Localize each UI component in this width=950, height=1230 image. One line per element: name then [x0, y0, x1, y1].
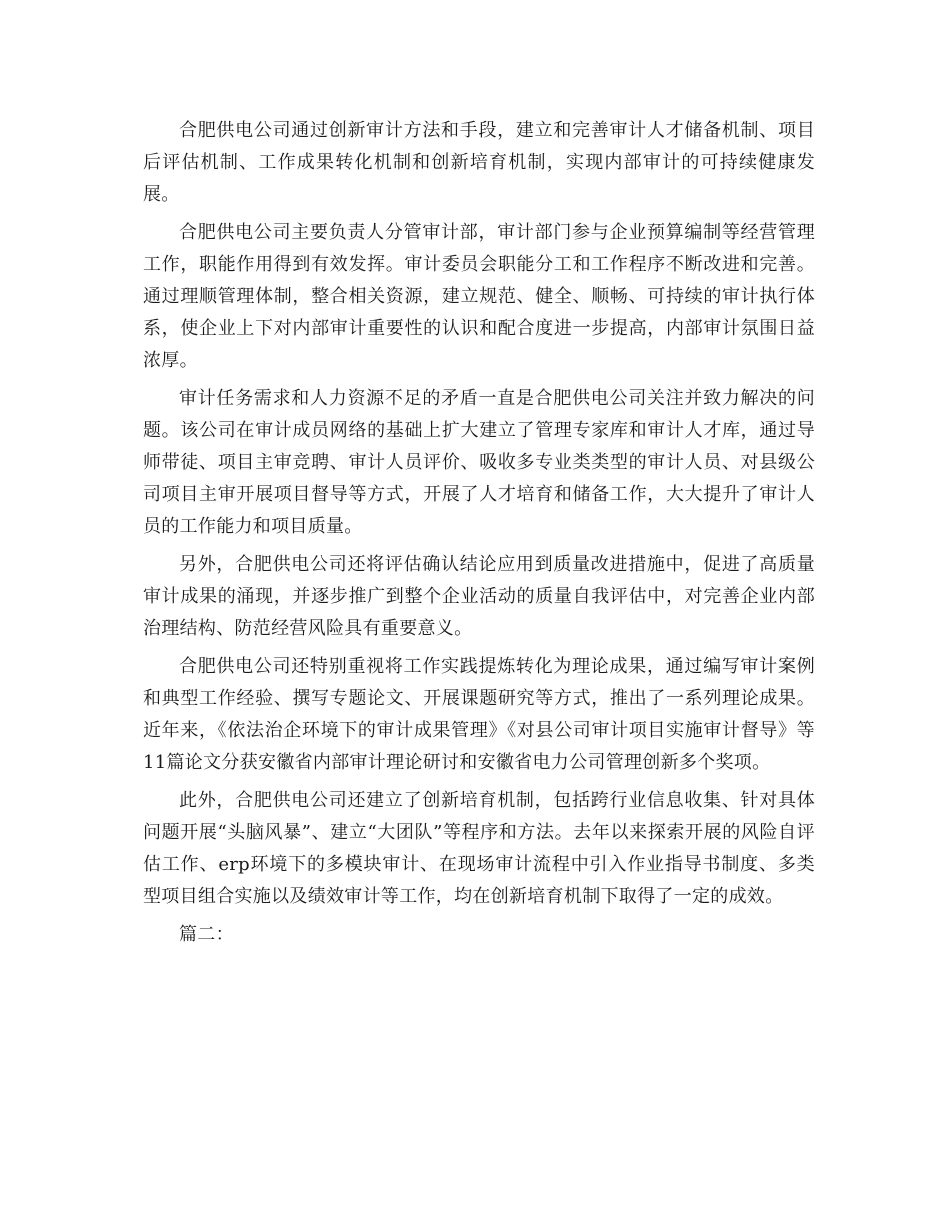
paragraph-2: 合肥供电公司主要负责人分管审计部，审计部门参与企业预算编制等经营管理工作，职能作用得到有效发挥。审计委员会职能分工和工作程序不断改进和完善。通过理顺管理体制，整合相关资源，建立规范、健全、顺畅、可持续的审计执行体系，使企业上下对内部审计重要性的认识和配合度进一步提高，内部审计氛围日益浓厚。 [143, 222, 815, 371]
paragraph-3: 审计任务需求和人力资源不足的矛盾一直是合肥供电公司关注并致力解决的问题。该公司在审计成员网络的基础上扩大建立了管理专家库和审计人才库，通过导师带徒、项目主审竞聘、审计人员评价、吸收多专业类类型的审计人员、对县级公司项目主审开展项目督导等方式，开展了人才培育和储备工作，大大提升了审计人员的工作能力和项目质量。 [143, 388, 815, 537]
document-body [143, 115, 815, 951]
paragraph-5: 合肥供电公司还特别重视将工作实践提炼转化为理论成果，通过编写审计案例和典型工作经验、撰写专题论文、开展课题研究等方式，推出了一系列理论成果。近年来，《依法治企环境下的审计成果管理》《对县公司审计项目实施审计督导》等11篇论文分获安徽省内部审计理论研讨和安徽省电力公司管理创新多个奖项。 [143, 656, 815, 773]
paragraph-1: 合肥供电公司通过创新审计方法和手段，建立和完善审计人才储备机制、项目后评估机制、工作成果转化机制和创新培育机制，实现内部审计的可持续健康发展。 [143, 120, 815, 205]
section-heading: 篇二： [179, 924, 234, 945]
paragraph-6: 此外，合肥供电公司还建立了创新培育机制，包括跨行业信息收集、针对具体问题开展“头脑风暴”、建立“大团队”等程序和方法。去年以来探索开展的风险自评估工作、erp环境下的多模块审计、在现场审计流程中引入作业指导书制度、多类型项目组合实施以及绩效审计等工作，均在创新培育机制下取得了一定的成效。 [143, 790, 815, 907]
paragraph-4: 另外，合肥供电公司还将评估确认结论应用到质量改进措施中，促进了高质量审计成果的涌现，并逐步推广到整个企业活动的质量自我评估中，对完善企业内部治理结构、防范经营风险具有重要意义。 [143, 554, 815, 639]
